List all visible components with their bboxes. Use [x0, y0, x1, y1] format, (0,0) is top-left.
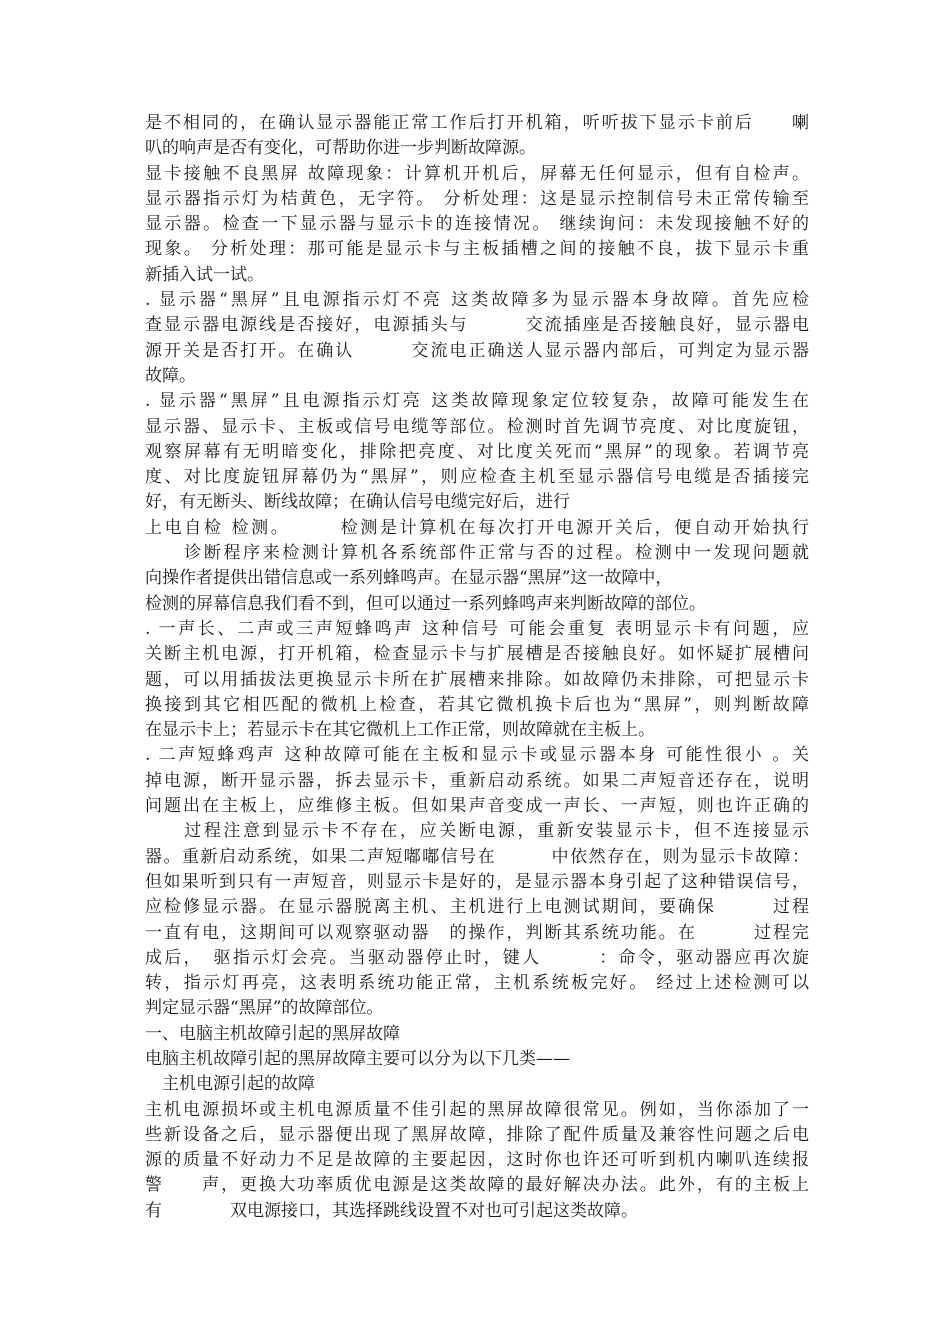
text-line: . 显示器“黑屏”且电源指示灯不亮 这类故障多为显示器本身故障。首先应检: [145, 290, 809, 311]
text-line: 掉电源，断开显示器，拆去显示卡，重新启动系统。如果二声短音还存在，说明: [145, 770, 809, 791]
text-line: 源开关是否打开。在确认 交流电正确送人显示器内部后，可判定为显示器: [145, 340, 809, 361]
text-line: 转，指示灯再亮，这表明系统功能正常，主机系统板完好。 经过上述检测可以: [145, 973, 809, 994]
text-line: 显示器、显示卡、主板或信号电缆等部位。检测时首先调节亮度、对比度旋钮，: [145, 416, 809, 437]
text-line: 是不相同的，在确认显示器能正常工作后打开机箱，听听拔下显示卡前后 喇: [145, 113, 809, 133]
text-line: 一、电脑主机故障引起的黑屏故障: [145, 1023, 400, 1044]
text-line: 好，有无断头、断线故障；在确认信号电缆完好后，进行: [145, 492, 570, 513]
text-line: 显示器。检查一下显示器与显示卡的连接情况。 继续询问：未发现接触不好的: [145, 214, 809, 235]
text-line: . 一声长、二声或三声短蜂鸣声 这种信号 可能会重复 表明显示卡有问题，应: [145, 618, 809, 639]
text-line: 现象。 分析处理：那可能是显示卡与主板插槽之间的接触不良，拔下显示卡重: [145, 239, 809, 260]
text-line: 故障。: [145, 365, 196, 386]
text-line: 叭的响声是否有变化，可帮助你进一步判断故障源。: [145, 138, 536, 159]
text-line: 换接到其它相匹配的微机上检查，若其它微机换卡后也为“黑屏”，则判断故障: [145, 694, 809, 715]
text-line: 关断主机电源，打开机箱，检查显示卡与扩展槽是否接触良好。如怀疑扩展槽问: [145, 644, 809, 665]
text-line: 检测的屏幕信息我们看不到，但可以通过一系列蜂鸣声来判断故障的部位。: [145, 593, 706, 614]
text-line: 观察屏幕有无明暗变化，排除把亮度、对比度关死而“黑屏”的现象。若调节亮: [145, 441, 809, 462]
text-line: 度、对比度旋钮屏幕仍为“黑屏”，则应检查主机至显示器信号电缆是否插接完: [145, 467, 809, 488]
text-line: 查显示器电源线是否接好，电源插头与 交流插座是否接触良好，显示器电: [145, 315, 809, 336]
text-line: 有 双电源接口，其选择跳线设置不对也可引起这类故障。: [145, 1200, 638, 1221]
text-line: 些新设备之后，显示器便出现了黑屏故障，排除了配件质量及兼容性问题之后电: [145, 1124, 809, 1145]
text-line: 过程注意到显示卡不存在，应关断电源，重新安装显示卡，但不连接显示: [145, 821, 809, 842]
text-line: 成后， 驱指示灯会亮。当驱动器停止时，键人 ：命令，驱动器应再次旋: [145, 947, 809, 968]
text-line: 问题出在主板上，应维修主板。但如果声音变成一声长、一声短，则也许正确的: [145, 796, 809, 817]
text-line: 应检修显示器。在显示器脱离主机、主机进行上电测试期间，要确保 过程: [145, 897, 809, 918]
text-line: 上电自检 检测。 检测是计算机在每次打开电源开关后，便自动开始执行: [145, 517, 809, 538]
text-line: 电脑主机故障引起的黑屏故障主要可以分为以下几类——: [145, 1048, 570, 1069]
text-line: 主机电源引起的故障: [145, 1074, 315, 1095]
text-line: 但如果听到只有一声短音，则显示卡是好的，是显示器本身引起了这种错误信号，: [145, 871, 809, 892]
text-line: 主机电源损坏或主机电源质量不佳引起的黑屏故障很常见。例如，当你添加了一: [145, 1099, 809, 1120]
text-line: 源的质量不好动力不足是故障的主要起因，这时你也许还可听到机内喇叭连续报: [145, 1150, 809, 1171]
text-line: 新插入试一试。: [145, 264, 264, 285]
text-line: 显示器指示灯为桔黄色，无字符。 分析处理：这是显示控制信号未正常传输至: [145, 188, 809, 209]
text-line: 警 声，更换大功率质优电源是这类故障的最好解决办法。此外，有的主板上: [145, 1175, 809, 1196]
text-line: . 二声短蜂鸡声 这种故障可能在主板和显示卡或显示器本身 可能性很小 。关: [145, 745, 809, 766]
text-line: 在显示卡上；若显示卡在其它微机上工作正常，则故障就在主板上。: [145, 720, 655, 741]
text-line: 判定显示器“黑屏”的故障部位。: [145, 998, 384, 1019]
text-line: 一直有电，这期间可以观察驱动器 的操作，判断其系统功能。在 过程完: [145, 922, 809, 943]
text-line: 题，可以用插拔法更换显示卡所在扩展槽来排除。如故障仍未排除，可把显示卡: [145, 669, 809, 690]
text-line: 器。重新启动系统，如果二声短嘟嘟信号在 中依然存在，则为显示卡故障：: [145, 846, 809, 867]
body-text: [145, 111, 809, 1224]
text-line: 诊断程序来检测计算机各系统部件正常与否的过程。检测中一发现问题就: [145, 543, 809, 564]
text-line: 向操作者提供出错信息或一系列蜂鸣声。在显示器“黑屏”这一故障中，: [145, 568, 673, 589]
text-line: 显卡接触不良黑屏 故障现象：计算机开机后，屏幕无任何显示，但有自检声。: [145, 163, 809, 184]
text-line: . 显示器“黑屏”且电源指示灯亮 这类故障现象定位较复杂，故障可能发生在: [145, 391, 809, 412]
